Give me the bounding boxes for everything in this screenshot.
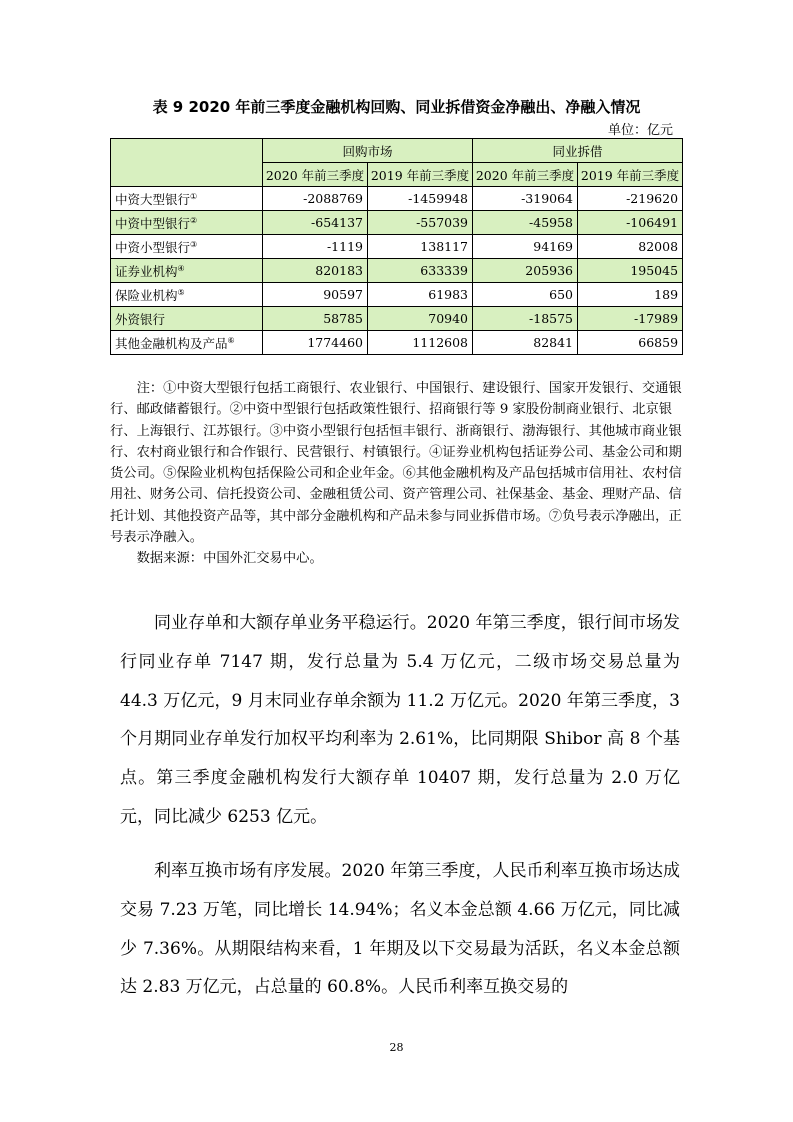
table-cell: -2088769 xyxy=(263,187,368,211)
table-cell: -1459948 xyxy=(368,187,473,211)
column-header: 2019 年前三季度 xyxy=(578,163,683,187)
row-label: 其他金融机构及产品 xyxy=(115,335,228,351)
table-cell: 82008 xyxy=(578,235,683,259)
table-cell: 90597 xyxy=(263,283,368,307)
table-cell: 205936 xyxy=(473,259,578,283)
table-cell: 61983 xyxy=(368,283,473,307)
table-cell: 94169 xyxy=(473,235,578,259)
table-cell: 82841 xyxy=(473,331,578,355)
table-cell: 195045 xyxy=(578,259,683,283)
footnote-mark: ④ xyxy=(177,263,185,273)
table-notes xyxy=(110,378,682,570)
footnote-mark: ⑥ xyxy=(227,335,235,345)
paragraph-text: 同业存单和大额存单业务平稳运行。2020 年第三季度，银行间市场发行同业存单 7147 期，发行总量为 5.4 万亿元，二级市场交易总量为 44.3 万亿元，9 月末同业存单余额为 11.2 万亿元。2020 年第三季度，3 个月期同业存单发行加权平均利率为 2.61%，比同期限 Shibor 高 8 个基点。第三季度金融机构发行大额存单 10407 期，发行总量为 2.0 万亿元，同比减少 6253 亿元。 xyxy=(120,613,680,827)
table-cell: -219620 xyxy=(578,187,683,211)
table-cell: 189 xyxy=(578,283,683,307)
table-cell: -17989 xyxy=(578,307,683,331)
table-row xyxy=(111,259,683,283)
table-cell: -557039 xyxy=(368,211,473,235)
table-cell: -319064 xyxy=(473,187,578,211)
body-paragraph xyxy=(120,852,680,1007)
row-label: 中资中型银行 xyxy=(115,215,191,231)
row-label: 中资小型银行 xyxy=(115,239,191,255)
table-cell: 633339 xyxy=(368,259,473,283)
table-cell: 650 xyxy=(473,283,578,307)
table-row xyxy=(111,331,683,355)
body-paragraph xyxy=(120,604,680,837)
group-header: 同业拆借 xyxy=(473,139,683,163)
table-row xyxy=(111,307,683,331)
table-cell: 1112608 xyxy=(368,331,473,355)
table-cell: 1774460 xyxy=(263,331,368,355)
data-table xyxy=(110,138,683,355)
group-header: 回购市场 xyxy=(263,139,473,163)
row-label: 外资银行 xyxy=(115,311,166,327)
table-cell: -654137 xyxy=(263,211,368,235)
table-row xyxy=(111,235,683,259)
table-cell: 66859 xyxy=(578,331,683,355)
footnote-text: 注：①中资大型银行包括工商银行、农业银行、中国银行、建设银行、国家开发银行、交通银行、邮政储蓄银行。②中资中型银行包括政策性银行、招商银行等 9 家股份制商业银行、北京银行、上海银行、江苏银行。③中资小型银行包括恒丰银行、浙商银行、渤海银行、其他城市商业银行、农村商业银行和合作银行、民营银行、村镇银行。④证券业机构包括证券公司、基金公司和期货公司。⑤保险业机构包括保险公司和企业年金。⑥其他金融机构及产品包括城市信用社、农村信用社、财务公司、信托投资公司、金融租赁公司、资产管理公司、社保基金、基金、理财产品、信托计划、其他投资产品等，其中部分金融机构和产品未参与同业拆借市场。⑦负号表示净融出，正号表示净融入。 xyxy=(110,381,682,546)
table-cell: 70940 xyxy=(368,307,473,331)
unit-label: 单位：亿元 xyxy=(607,123,673,138)
row-label: 中资大型银行 xyxy=(115,191,191,207)
table-title: 表 9 2020 年前三季度金融机构回购、同业拆借资金净融出、净融入情况 xyxy=(152,98,641,116)
footnote-mark: ② xyxy=(190,215,198,225)
table-row xyxy=(111,283,683,307)
data-source: 数据来源：中国外汇交易中心。 xyxy=(136,551,323,567)
table-cell: -106491 xyxy=(578,211,683,235)
footnote-mark: ③ xyxy=(190,239,198,249)
table-row xyxy=(111,211,683,235)
column-header: 2019 年前三季度 xyxy=(368,163,473,187)
paragraph-text: 利率互换市场有序发展。2020 年第三季度，人民币利率互换市场达成交易 7.23 万笔，同比增长 14.94%；名义本金总额 4.66 万亿元，同比减少 7.36%。从期限结构来看，1 年期及以下交易最为活跃，名义本金总额达 2.83 万亿元，占总量的 60.8%。人民币利率互换交易的 xyxy=(120,861,680,998)
footnote-mark: ⑤ xyxy=(177,287,185,297)
row-label: 证券业机构 xyxy=(115,263,178,279)
table-cell: -45958 xyxy=(473,211,578,235)
column-header: 2020 年前三季度 xyxy=(473,163,578,187)
table-cell: -18575 xyxy=(473,307,578,331)
table-cell: 820183 xyxy=(263,259,368,283)
corner-cell xyxy=(111,139,263,187)
table-cell: 138117 xyxy=(368,235,473,259)
column-header: 2020 年前三季度 xyxy=(263,163,368,187)
table-cell: 58785 xyxy=(263,307,368,331)
table-cell: -1119 xyxy=(263,235,368,259)
row-label: 保险业机构 xyxy=(115,287,178,303)
table-row xyxy=(111,187,683,211)
page-number: 28 xyxy=(389,1041,404,1054)
footnote-mark: ① xyxy=(190,191,198,201)
